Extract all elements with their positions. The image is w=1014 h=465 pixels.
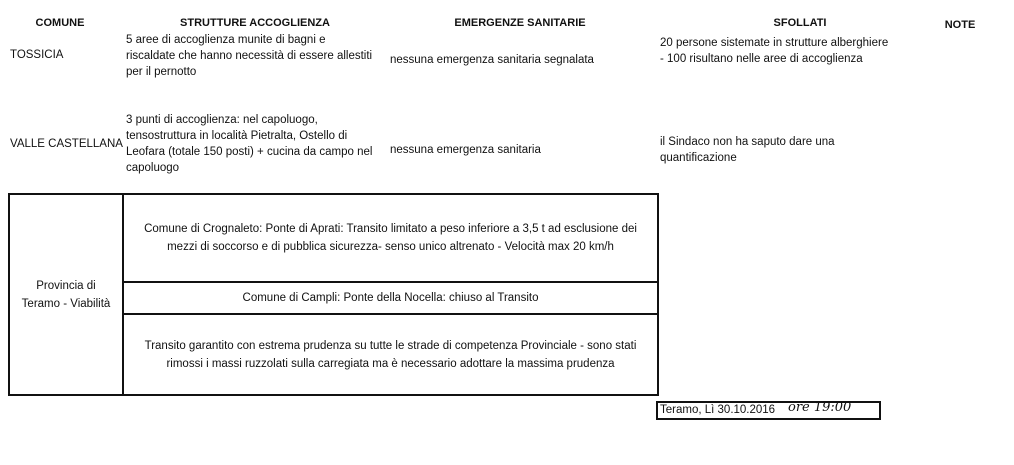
row-tossicia-strutture: 5 aree di accoglienza munite di bagni e riscaldate che hanno necessità di essere allestiti per il pernotto bbox=[126, 34, 373, 78]
row-valle-emergenze: nessuna emergenza sanitaria bbox=[390, 144, 541, 156]
row-valle-comune: VALLE CASTELLANA bbox=[10, 138, 123, 150]
header-sfollati: SFOLLATI bbox=[773, 17, 827, 29]
header-note: NOTE bbox=[944, 19, 976, 31]
viabilita-item-crognaleto: Comune di Crognaleto: Ponte di Aprati: Transito limitato a peso inferiore a 3,5 t ad esclusione dei mezzi di soccorso e di pubblica sicurezza- senso unico altrenato - Velocità max 20 km/h bbox=[144, 223, 637, 253]
viabilita-label: Provincia di Teramo - Viabilità bbox=[21, 279, 111, 310]
footer-date: Teramo, Lì 30.10.2016 bbox=[660, 404, 776, 416]
viabilita-item-transito: Transito garantito con estrema prudenza su tutte le strade di competenza Provinciale - sono stati rimossi i massi ruzzolati sulla carregiata ma è necessario adottare la massima prudenza bbox=[144, 339, 637, 370]
row-tossicia-comune: TOSSICIA bbox=[10, 49, 64, 61]
header-strutture: STRUTTURE ACCOGLIENZA bbox=[180, 17, 330, 29]
footer-handwritten-time: ore 19:00 bbox=[788, 400, 852, 415]
row-tossicia-emergenze: nessuna emergenza sanitaria segnalata bbox=[390, 54, 594, 66]
viabilita-item-campli: Comune di Campli: Ponte della Nocella: chiuso al Transito bbox=[242, 292, 539, 304]
row-tossicia-sfollati: 20 persone sistemate in strutture alberghiere - 100 risultano nelle aree di accoglienza bbox=[660, 37, 889, 65]
row-valle-strutture: 3 punti di accoglienza: nel capoluogo, tensostruttura in località Pietralta, Ostello di Leofara (totale 150 posti) + cucina da campo nel capoluogo bbox=[126, 114, 373, 174]
row-valle-sfollati: il Sindaco non ha saputo dare una quantificazione bbox=[660, 136, 835, 164]
header-comune: COMUNE bbox=[35, 17, 85, 29]
header-emergenze: EMERGENZE SANITARIE bbox=[454, 17, 586, 29]
